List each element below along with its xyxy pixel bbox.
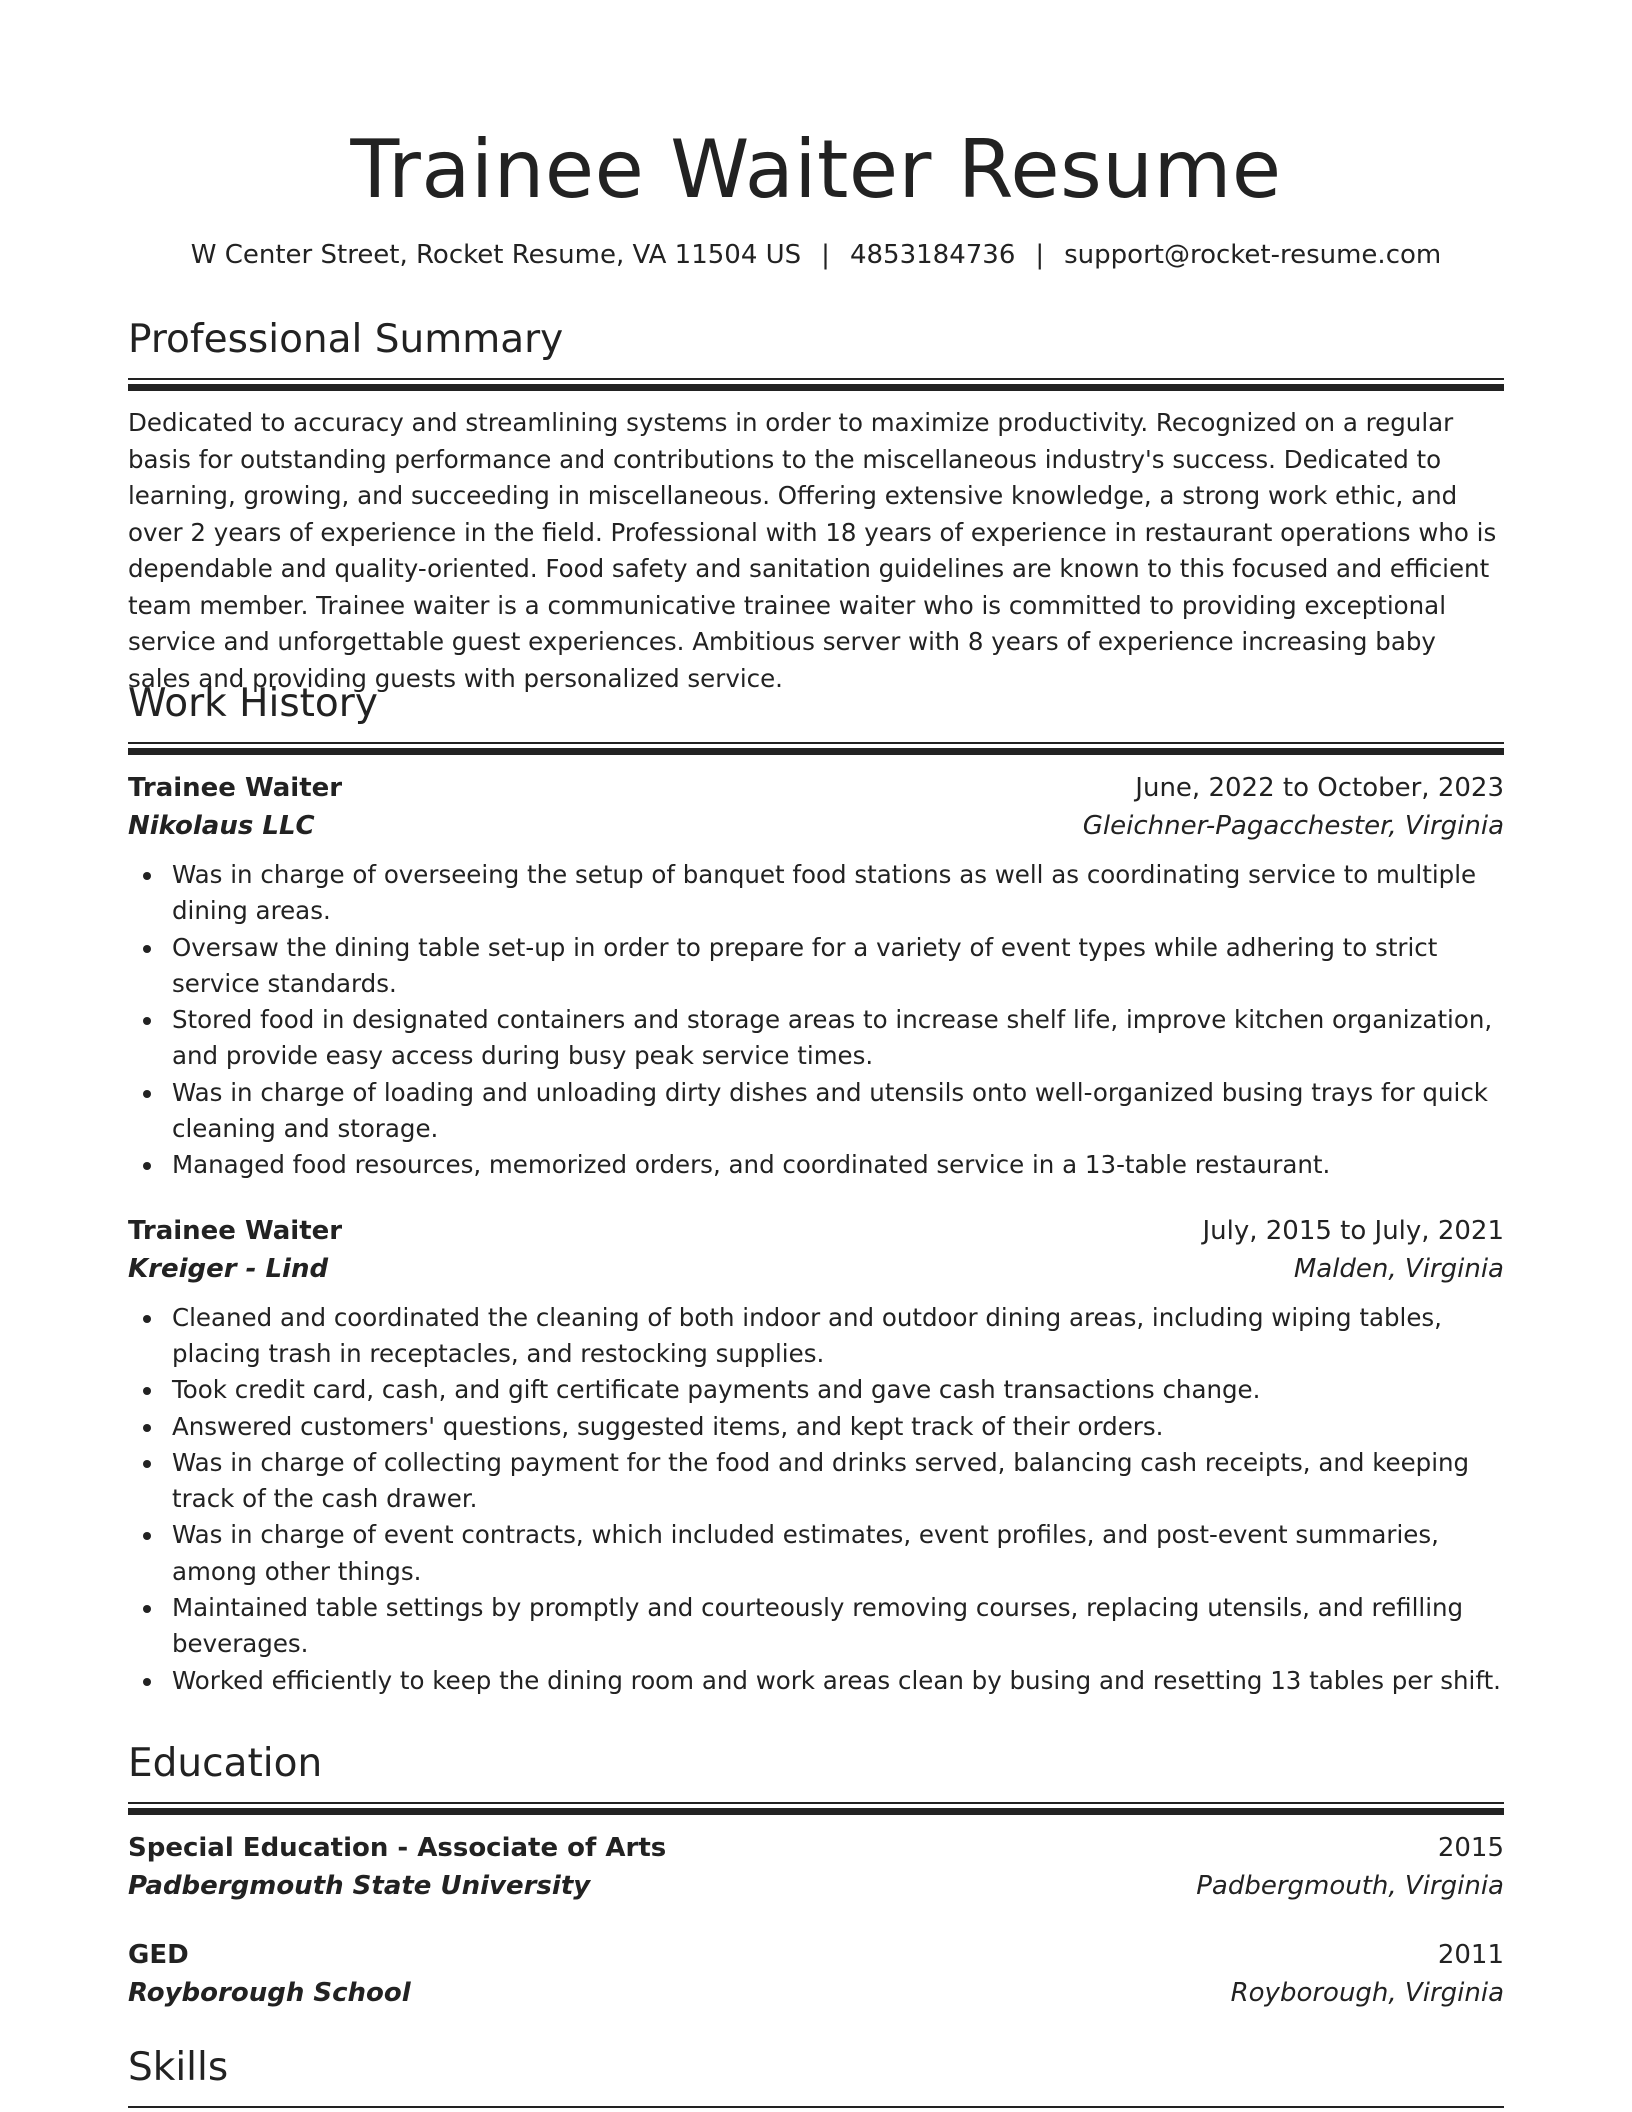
degree-name: GED [128,1940,189,1970]
degree-name: Special Education - Associate of Arts [128,1833,667,1863]
job-dates: July, 2015 to July, 2021 [1202,1215,1504,1246]
contact-line [0,238,1632,272]
job-duty: Managed food resources, memorized orders, and coordinated service in a 13-table restaurant. [172,1147,1504,1183]
contact-email: support@rocket-resume.com [1064,240,1442,270]
contact-address: W Center Street, Rocket Resume, VA 11504 US [190,240,802,270]
education-entry [128,1936,1504,2012]
summary-heading: Professional Summary [128,317,564,362]
job-duties-list [128,857,1504,1184]
job-duty: Answered customers' questions, suggested items, and kept track of their orders. [172,1409,1504,1445]
job-location: Malden, Virginia [1293,1253,1504,1284]
contact-separator: | [1035,240,1045,270]
school-name: Royborough School [128,1978,411,2008]
skills-heading: Skills [128,2045,229,2090]
resume-title: Trainee Waiter Resume [350,123,1282,216]
job-entry [128,1212,1504,1699]
summary-text: Dedicated to accuracy and streamlining systems in order to maximize productivity. Recognized on a regular basis for outstanding performance and contributions to the miscellaneous industry's success. Dedicated to learning, growing, and succeeding in miscellaneous. Offering extensive knowledge, a strong work ethic, and over 2 years of experience in the field. Professional with 18 years of experience in restaurant operations who is dependable and quality-oriented. Food safety and sanitation guidelines are known to this focused and efficient team member. Trainee waiter is a communicative trainee waiter who is committed to providing exceptional service and unforgettable guest experiences. Ambitious server with 8 years of experience increasing baby sales and providing guests with personalized service. [128,408,1497,693]
education-section [128,1740,1504,2012]
section-divider [128,742,1504,755]
job-title: Trainee Waiter [128,1215,343,1246]
work-history-heading: Work History [128,681,378,726]
job-duty: Oversaw the dining table set-up in order to prepare for a variety of event types while adhering to strict service standards. [172,930,1504,1003]
school-location: Royborough, Virginia [1230,1978,1504,2008]
school-location: Padbergmouth, Virginia [1196,1871,1504,1901]
job-duty: Cleaned and coordinated the cleaning of both indoor and outdoor dining areas, including wiping tables, placing trash in receptacles, and restocking supplies. [172,1300,1504,1373]
job-duty: Was in charge of overseeing the setup of banquet food stations as well as coordinating service to multiple dining areas. [172,857,1504,930]
graduation-year: 2011 [1437,1940,1504,1970]
job-entry [128,769,1504,1184]
job-title: Trainee Waiter [128,773,343,803]
job-company: Nikolaus LLC [128,811,315,841]
job-company: Kreiger - Lind [128,1253,329,1284]
section-divider [128,1802,1504,1815]
graduation-year: 2015 [1437,1833,1504,1863]
education-entry [128,1829,1504,1905]
job-duty: Worked efficiently to keep the dining room and work areas clean by busing and resetting 13 tables per shift. [172,1663,1504,1699]
section-divider [128,378,1504,391]
job-duty: Maintained table settings by promptly and courteously removing courses, replacing utensils, and refilling beverages. [172,1590,1504,1663]
job-duty: Stored food in designated containers and storage areas to increase shelf life, improve kitchen organization, and provide easy access during busy peak service times. [172,1002,1504,1075]
education-heading: Education [128,1741,323,1786]
contact-phone: 4853184736 [849,240,1016,270]
job-duty: Was in charge of loading and unloading dirty dishes and utensils onto well-organized busing trays for quick cleaning and storage. [172,1075,1504,1148]
section-divider [128,2106,1504,2108]
school-name: Padbergmouth State University [128,1871,591,1901]
contact-separator: | [821,240,830,270]
work-history-section [128,680,1504,1699]
skills-section [128,2044,1504,2108]
job-duty: Was in charge of collecting payment for the food and drinks served, balancing cash receipts, and keeping track of the cash drawer. [172,1445,1504,1518]
job-location: Gleichner-Pagacchester, Virginia [1082,811,1504,841]
summary-section [128,316,1504,697]
job-duty: Took credit card, cash, and gift certificate payments and gave cash transactions change. [172,1372,1504,1408]
job-duties-list [128,1300,1504,1699]
job-duty: Was in charge of event contracts, which included estimates, event profiles, and post-event summaries, among other things. [172,1517,1504,1590]
job-dates: June, 2022 to October, 2023 [1135,773,1504,803]
